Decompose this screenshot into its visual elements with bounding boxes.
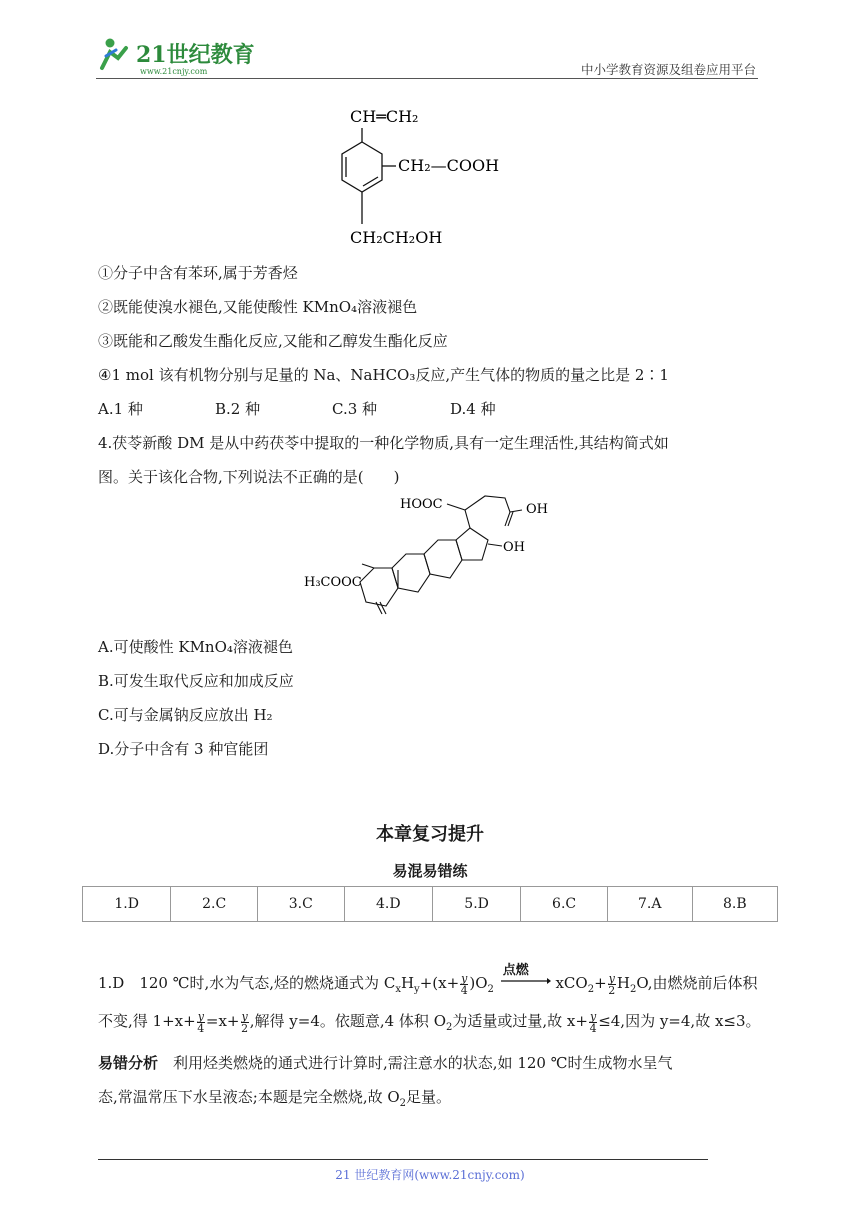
solution-line-1: 1.D 120 ℃时,水为气态,烃的燃烧通式为 $C_xH_y+(x+$ $\frac{y}{4}$ )$O_2$ 点燃 xCO$_2$+ $\frac{y}{2}$ $H_2O$,由燃烧前后体积 (98, 972, 758, 996)
struct2-hooc-label: HOOC (400, 497, 443, 512)
q4-option-b: B.可发生取代反应和加成反应 (98, 672, 294, 690)
answer-table (82, 886, 778, 922)
q3-option-c: C.3 种 (332, 400, 378, 418)
answer-cell: 5.D (432, 887, 520, 922)
q4-option-d: D.分子中含有 3 种官能团 (98, 740, 269, 758)
answer-cell: 7.A (607, 887, 692, 922)
statement-1: ①分子中含有苯环,属于芳香烃 (98, 264, 298, 282)
structure-diagram-1 (330, 100, 530, 250)
struct2-oh-top: OH (526, 502, 548, 517)
q4-option-c: C.可与金属钠反应放出 H₂ (98, 706, 273, 724)
site-logo (96, 34, 256, 76)
reaction-arrow (499, 963, 551, 993)
footer-divider (98, 1159, 708, 1160)
reaction-condition: 点燃 (502, 963, 529, 978)
q4-stem-line1: 4.茯苓新酸 DM 是从中药茯苓中提取的一种化学物质,具有一定生理活性,其结构简式如 (98, 434, 669, 452)
q4-option-a: A.可使酸性 KMnO₄溶液褪色 (98, 638, 293, 656)
q3-option-a: A.1 种 (98, 400, 143, 418)
struct1-vinyl: CH═CH₂ (350, 107, 419, 126)
struct1-bottom-chain: CH₂CH₂OH (350, 228, 443, 247)
answer-cell: 8.B (692, 887, 777, 922)
fraction-y-over-2: $\frac{y}{2}$ (608, 971, 616, 997)
answer-cell: 1.D (83, 887, 171, 922)
statement-4: ④1 mol 该有机物分别与足量的 Na、NaHCO₃反应,产生气体的物质的量之比是 2∶1 (98, 366, 669, 384)
analysis-label: 易错分析 (98, 1054, 159, 1072)
section-title: 本章复习提升 (376, 824, 484, 845)
struct2-oh-side: OH (503, 540, 525, 555)
header-slogan: 中小学教育资源及组卷应用平台 (580, 62, 756, 77)
logo-url: www.21cnjy.com (140, 67, 208, 76)
analysis-line-1: 易错分析 利用烃类燃烧的通式进行计算时,需注意水的状态,如 120 ℃时生成物水呈气 (98, 1054, 673, 1072)
statement-3: ③既能和乙酸发生酯化反应,又能和乙醇发生酯化反应 (98, 332, 448, 350)
q3-option-b: B.2 种 (215, 400, 261, 418)
footer-text: 21 世纪教育网(www.21cnjy.com) (335, 1168, 525, 1182)
q4-stem-line2: 图。关于该化合物,下列说法不正确的是( ) (98, 468, 400, 486)
answer-cell: 2.C (171, 887, 258, 922)
answer-cell: 3.C (257, 887, 344, 922)
struct1-side-chain: CH₂—COOH (398, 156, 500, 175)
struct2-ester-label: H₃COOC (304, 575, 362, 590)
table-row (83, 887, 778, 922)
answer-cell: 6.C (521, 887, 608, 922)
answer-cell: 4.D (344, 887, 432, 922)
solution-line-2: 不变,得 1+x+ $\frac{y}{4}$ =x+ $\frac{y}{2}$ ,解得 y=4。依题意,4 体积 $O_2$为适量或过量,故 x+ $\frac{y}{4}$ ≤4,因为 y=4,故 x≤3。 (98, 1009, 761, 1035)
subsection-title: 易混易错练 (392, 862, 468, 880)
logo-text: 21世纪教育 (136, 42, 255, 68)
analysis-line-2: 态,常温常压下水呈液态;本题是完全燃烧,故 $O_2$足量。 (98, 1088, 452, 1109)
statement-2: ②既能使溴水褪色,又能使酸性 KMnO₄溶液褪色 (98, 298, 418, 316)
structure-diagram-2 (300, 488, 570, 628)
header-divider (96, 78, 758, 79)
q3-option-d: D.4 种 (450, 400, 496, 418)
fraction-y-over-4: $\frac{y}{4}$ (460, 971, 468, 997)
